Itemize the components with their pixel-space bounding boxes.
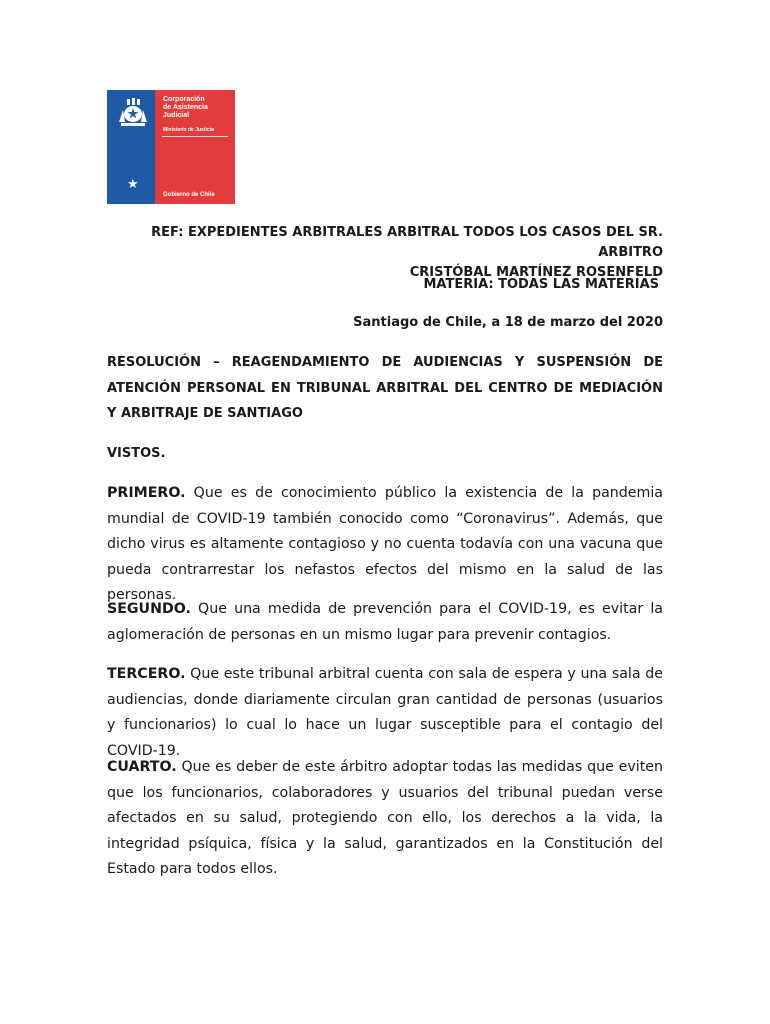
coat-of-arms-icon	[113, 96, 153, 128]
resolution-title: RESOLUCIÓN – REAGENDAMIENTO DE AUDIENCIAS Y SUSPENSIÓN DE ATENCIÓN PERSONAL EN TRIBUNAL ARBITRAL DEL CENTRO DE MEDIACIÓN Y ARBITRAJE DE SANTIAGO	[107, 355, 663, 421]
paragraph-label: TERCERO	[107, 666, 181, 682]
reference-block	[107, 223, 663, 283]
paragraph-segundo: SEGUNDO. Que una medida de prevención para el COVID-19, es evitar la aglomeración de personas en un mismo lugar para prevenir contagios.	[107, 601, 663, 643]
paragraph-cuarto: CUARTO. Que es deber de este árbitro adoptar todas las medidas que eviten que los funcionarios, colaboradores y usuarios del tribunal puedan verse afectados en su salud, protegiendo con ello, los derechos a la vida, la integridad psíquica, física y la salud, garantizados en la Constitución del Estado para todos ellos.	[107, 759, 663, 877]
paragraph-text: Que este tribunal arbitral cuenta con sala de espera y una sala de audiencias, donde diariamente circulan gran cantidad de personas (usuarios y funcionarios) lo cual lo hace un lugar susceptible para el contagio del COVID-19.	[107, 666, 663, 759]
logo-divider	[162, 136, 228, 137]
subject-line: MATERIA: TODAS LAS MATERIAS	[423, 277, 659, 292]
logo-org-line: Judicial	[163, 112, 190, 119]
paragraph-text: Que una medida de prevención para el COVID-19, es evitar la aglomeración de personas en un mismo lugar para prevenir contagios.	[107, 601, 663, 643]
paragraph-text: Que es de conocimiento público la existencia de la pandemia mundial de COVID-19 también conocido como “Coronavirus”. Además, que dicho virus es altamente contagioso y no cuenta todavía con una vacuna que pueda contrarrestar los nefastos efectos del mismo en la salud de las personas.	[107, 485, 663, 603]
paragraph-label: SEGUNDO	[107, 601, 186, 617]
paragraph-label: PRIMERO	[107, 485, 181, 501]
logo-organization-name	[163, 96, 233, 120]
institution-logo	[107, 90, 235, 204]
paragraph-tercero: TERCERO. Que este tribunal arbitral cuenta con sala de espera y una sala de audiencias, donde diariamente circulan gran cantidad de personas (usuarios y funcionarios) lo cual lo hace un lugar susceptible para el contagio del COVID-19.	[107, 666, 663, 759]
vistos-heading: VISTOS.	[107, 446, 166, 461]
logo-ministry: Ministerio de Justicia	[163, 127, 214, 133]
reference-line: REF: EXPEDIENTES ARBITRALES ARBITRAL TODOS LOS CASOS DEL SR. ARBITRO	[151, 225, 663, 260]
date-line: Santiago de Chile, a 18 de marzo del 2020	[353, 315, 663, 330]
paragraph-text: Que es deber de este árbitro adoptar todas las medidas que eviten que los funcionarios, colaboradores y usuarios del tribunal puedan verse afectados en su salud, protegiendo con ello, los derechos a la vida, la integridad psíquica, física y la salud, garantizados en la Constitución del Estado para todos ellos.	[107, 759, 663, 877]
logo-org-line: Corporación	[163, 96, 205, 103]
logo-government: Gobierno de Chile	[163, 192, 215, 198]
logo-org-line: de Asistencia	[163, 104, 208, 111]
paragraph-label: CUARTO	[107, 759, 172, 775]
reference-line: CRISTÓBAL MARTÍNEZ ROSENFELD	[409, 265, 663, 280]
paragraph-primero: PRIMERO. Que es de conocimiento público la existencia de la pandemia mundial de COVID-19 también conocido como “Coronavirus”. Además, que dicho virus es altamente contagioso y no cuenta todavía con una vacuna que pueda contrarrestar los nefastos efectos del mismo en la salud de las personas.	[107, 485, 663, 603]
star-icon: ★	[127, 177, 139, 192]
